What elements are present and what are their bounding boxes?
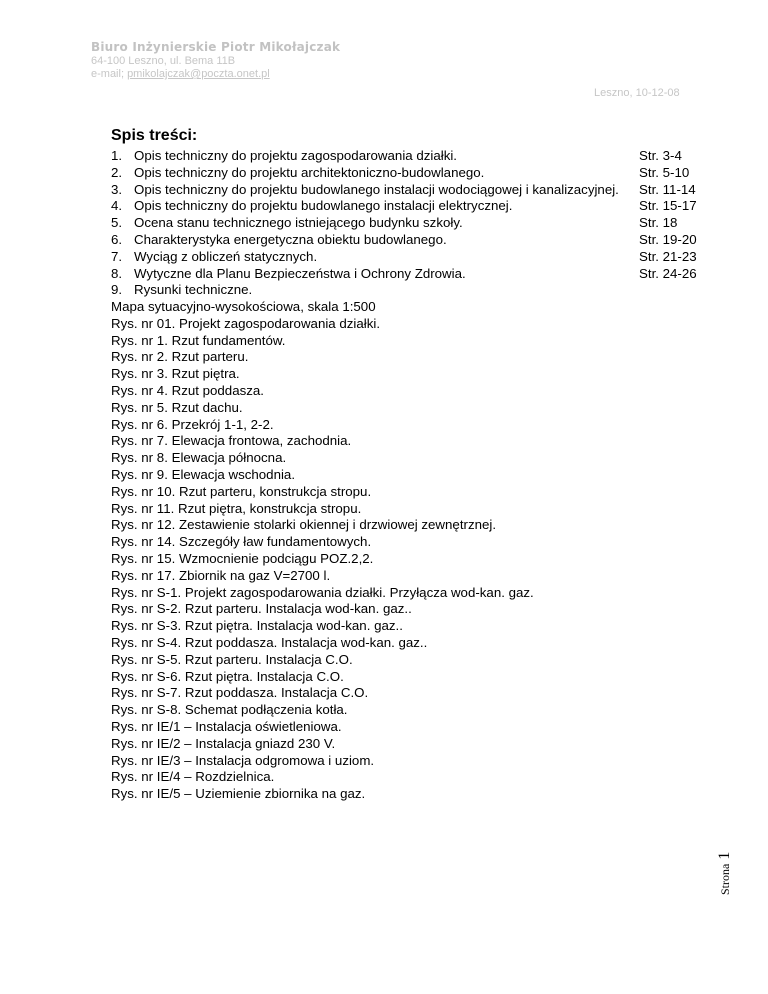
toc-item <box>111 231 697 249</box>
toc-item-number: 5. <box>111 215 123 231</box>
drawing-list-item: Rys. nr 14. Szczegóły ław fundamentowych. <box>111 534 372 550</box>
drawing-list-item: Rys. nr 6. Przekrój 1-1, 2-2. <box>111 416 274 432</box>
toc-item-number: 9. <box>111 282 123 298</box>
toc-item-page: Str. 18 <box>639 215 678 231</box>
toc-item <box>111 215 678 232</box>
drawing-list-item: Rys. nr 7. Elewacja frontowa, zachodnia. <box>111 433 352 449</box>
drawing-list-item: Rys. nr S-5. Rzut parteru. Instalacja C.O. <box>111 651 353 667</box>
drawing-list-item: Rys. nr IE/5 – Uziemienie zbiornika na gaz. <box>111 786 366 802</box>
toc-item-text: Opis techniczny do projektu architektoniczno-budowlanego. <box>134 164 485 180</box>
page-label: Strona <box>718 863 732 895</box>
toc-item-text: Opis techniczny do projektu zagospodarowania działki. <box>134 148 458 163</box>
page-number: 1 <box>716 851 733 860</box>
document-date: Leszno, 10-12-08 <box>594 87 680 99</box>
letterhead <box>91 40 340 81</box>
drawing-list-item: Rys. nr S-3. Rzut piętra. Instalacja wod-kan. gaz.. <box>111 618 403 634</box>
toc-item-number: 1. <box>111 148 123 163</box>
toc-item <box>111 181 696 199</box>
toc-item-text: Rysunki techniczne. <box>134 282 253 298</box>
email-prefix: e-mail; <box>91 68 128 80</box>
drawing-list-item: Mapa sytuacyjno-wysokościowa, skala 1:500 <box>111 299 376 314</box>
toc-item-text: Wyciąg z obliczeń statycznych. <box>134 248 318 264</box>
toc-item-page: Str. 21-23 <box>639 248 697 264</box>
toc-item-text: Charakterystyka energetyczna obiektu budowlanego. <box>134 231 447 247</box>
toc-item-text: Wytyczne dla Planu Bezpieczeństwa i Ochrony Zdrowia. <box>134 265 466 281</box>
toc-item-page: Str. 11-14 <box>639 181 696 197</box>
toc-item-number: 6. <box>111 231 123 247</box>
toc-item-text: Opis techniczny do projektu budowlanego instalacji wodociągowej i kanalizacyjnej. <box>134 181 619 197</box>
toc-item <box>111 198 697 215</box>
drawing-list-item: Rys. nr 3. Rzut piętra. <box>111 366 240 382</box>
email-link[interactable]: pmikolajczak@poczta.onet.pl <box>127 68 270 80</box>
drawing-list-item: Rys. nr 2. Rzut parteru. <box>111 349 249 365</box>
company-name: Biuro Inżynierskie Piotr Mikołajczak <box>91 40 341 54</box>
toc-item-page: Str. 3-4 <box>639 148 682 163</box>
drawing-list-item: Rys. nr S-4. Rzut poddasza. Instalacja wod-kan. gaz.. <box>111 634 428 650</box>
toc-item-number: 3. <box>111 181 123 197</box>
toc-item-text: Opis techniczny do projektu budowlanego instalacji elektrycznej. <box>134 198 513 214</box>
drawing-list-item: Rys. nr 1. Rzut fundamentów. <box>111 332 286 348</box>
drawing-list-item: Rys. nr 10. Rzut parteru, konstrukcja stropu. <box>111 483 372 499</box>
company-address: 64-100 Leszno, ul. Bema 11B <box>91 55 236 67</box>
toc-title: Spis treści: <box>111 127 198 144</box>
toc-item-page: Str. 19-20 <box>639 231 697 247</box>
drawing-list-item: Rys. nr 01. Projekt zagospodarowania działki. <box>111 315 381 331</box>
drawing-list-item: Rys. nr 15. Wzmocnienie podciągu POZ.2,2. <box>111 550 374 566</box>
toc-item <box>111 164 690 182</box>
drawing-list-item: Rys. nr S-2. Rzut parteru. Instalacja wod-kan. gaz.. <box>111 601 412 617</box>
drawing-list-item: Rys. nr 11. Rzut piętra, konstrukcja stropu. <box>111 500 362 516</box>
drawing-list-item: Rys. nr S-1. Projekt zagospodarowania działki. Przyłącza wod-kan. gaz. <box>111 584 534 600</box>
drawing-list-item: Rys. nr 17. Zbiornik na gaz V=2700 l. <box>111 567 331 583</box>
drawing-list-item: Rys. nr 5. Rzut dachu. <box>111 399 243 415</box>
toc-item-page: Str. 5-10 <box>639 164 690 180</box>
toc-list <box>111 148 697 299</box>
page-footer <box>716 852 734 895</box>
company-email-line <box>91 68 340 81</box>
drawing-list-item: Rys. nr IE/3 – Instalacja odgromowa i uziom. <box>111 752 375 768</box>
toc-item-page: Str. 24-26 <box>639 265 697 281</box>
drawing-list-item: Rys. nr IE/2 – Instalacja gniazd 230 V. <box>111 735 336 751</box>
toc-item-page: Str. 15-17 <box>639 198 697 214</box>
toc-item-number: 2. <box>111 164 123 180</box>
drawing-list-item: Rys. nr 4. Rzut poddasza. <box>111 382 264 398</box>
drawing-list-item: Rys. nr IE/1 – Instalacja oświetleniowa. <box>111 718 342 734</box>
toc-item <box>111 248 697 266</box>
drawing-list-item: Rys. nr S-6. Rzut piętra. Instalacja C.O. <box>111 668 344 684</box>
toc-item <box>111 148 682 165</box>
toc-item-number: 4. <box>111 198 123 214</box>
toc-item <box>111 265 697 283</box>
drawing-list-item: Rys. nr 8. Elewacja północna. <box>111 450 287 466</box>
drawing-list-item: Rys. nr 12. Zestawienie stolarki okiennej i drzwiowej zewnętrznej. <box>111 517 497 533</box>
drawing-list-item: Rys. nr 9. Elewacja wschodnia. <box>111 466 296 482</box>
toc-item-number: 8. <box>111 265 123 281</box>
toc-item <box>111 282 671 299</box>
drawing-list-item: Rys. nr IE/4 – Rozdzielnica. <box>111 769 275 785</box>
toc-item-number: 7. <box>111 248 123 264</box>
drawing-list-item: Rys. nr S-7. Rzut poddasza. Instalacja C.O. <box>111 685 369 701</box>
drawings-list <box>111 299 534 803</box>
drawing-list-item: Rys. nr S-8. Schemat podłączenia kotła. <box>111 702 348 718</box>
toc-item-text: Ocena stanu technicznego istniejącego budynku szkoły. <box>134 215 463 231</box>
